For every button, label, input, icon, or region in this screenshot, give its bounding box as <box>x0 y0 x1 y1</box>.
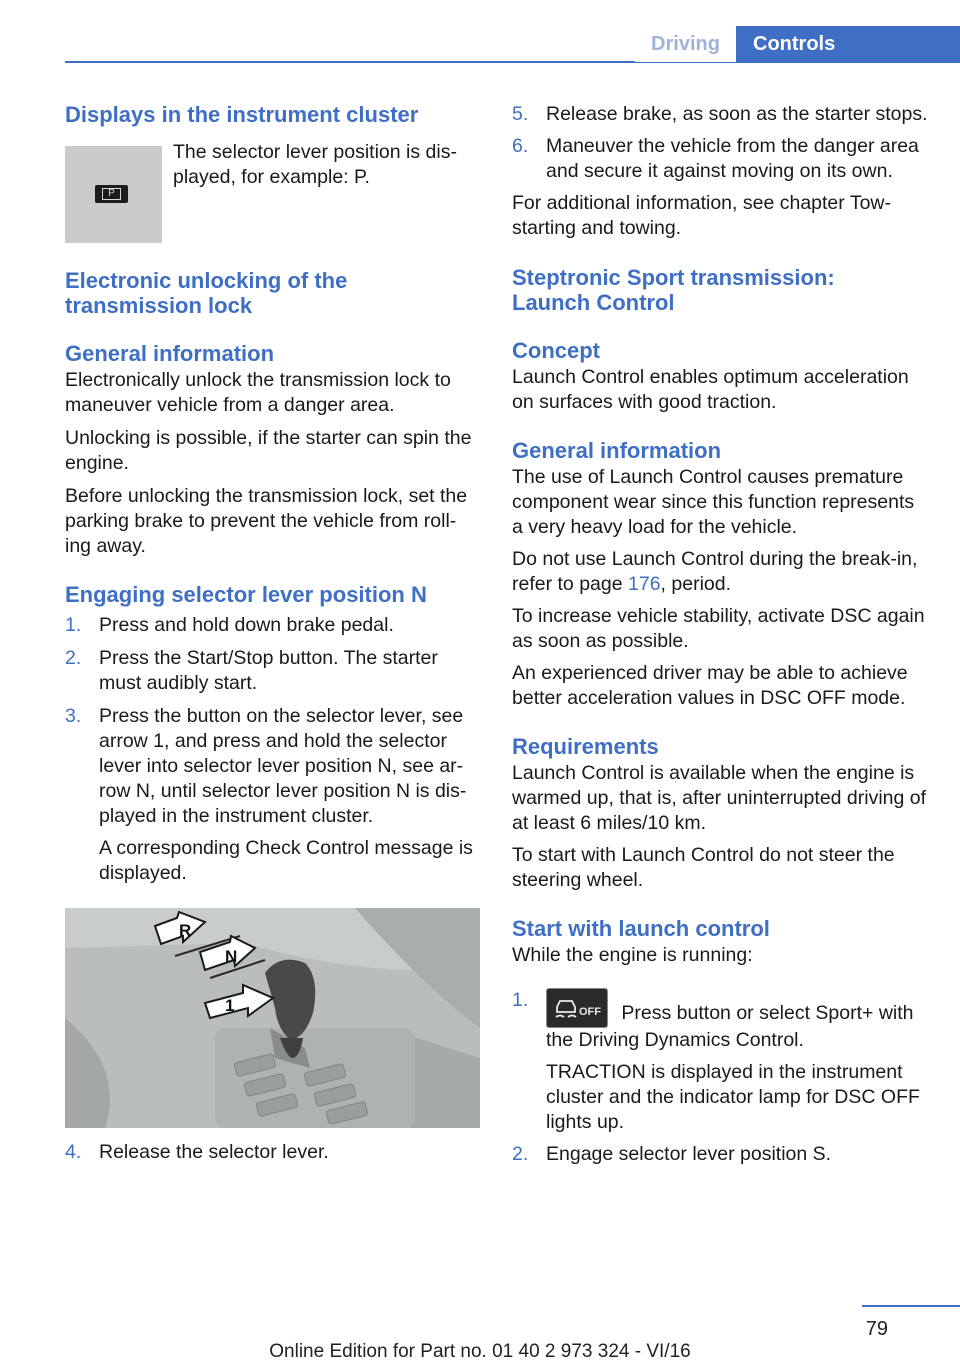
unlock-heading: Electronic unlocking of the transmission lock <box>65 268 348 318</box>
general-paragraph-3: Before unlocking the transmission lock, set the parking brake to prevent the vehicle from roll‐ ing away. <box>65 485 468 557</box>
additional-info: For additional information, see chapter Tow‐ starting and towing. <box>512 192 892 239</box>
general-right-p1: The use of Launch Control causes premature component wear since this function represents a very heavy load for the vehicle. <box>512 466 915 538</box>
start-heading: Start with launch control <box>512 916 770 941</box>
list-item: 6. Maneuver the vehicle from the danger area and secure it against moving on its own. <box>512 135 919 182</box>
displays-text: The selector lever position is dis‐ played, for example: P. <box>173 141 457 188</box>
right-column <box>512 102 930 1167</box>
list-item: 4. Release the selector lever. <box>65 1141 329 1163</box>
footer-rule <box>862 1305 960 1307</box>
requirements-p2: To start with Launch Control do not steer the steering wheel. <box>512 844 895 891</box>
edition-footer: Online Edition for Part no. 01 40 2 973 324 - VI/16 <box>269 1341 691 1362</box>
page-link[interactable]: 176 <box>628 573 661 595</box>
dsc-off-icon: OFF <box>546 988 608 1028</box>
general-paragraph-1: Electronically unlock the transmission lock to maneuver vehicle from a danger area. <box>65 369 451 416</box>
list-item: 2. Engage selector lever position S. <box>512 1143 832 1165</box>
engaging-steps-right <box>512 102 930 184</box>
step3-note: A corresponding Check Control message is displayed. <box>99 837 473 884</box>
concept-text: Launch Control enables optimum acceleration on surfaces with good traction. <box>512 366 909 413</box>
list-item: 2. Press the Start/Stop button. The starter must audibly start. <box>65 647 438 694</box>
displays-heading: Displays in the instrument cluster <box>65 102 419 127</box>
header-chapter: Controls <box>736 26 960 62</box>
arrow-1-label: 1 <box>225 996 235 1015</box>
list-item: 3. Press the button on the selector lever, see arrow 1, and press and hold the selector lever into selector lever position N, see ar‐ row N, until selector lever position N is dis‐ played in the instrument cluster. A corresponding Check Control message is displayed. <box>65 704 481 886</box>
requirements-heading: Requirements <box>512 734 659 759</box>
concept-heading: Concept <box>512 338 600 363</box>
launch-heading: Steptronic Sport transmission: Launch Control <box>512 265 835 315</box>
engaging-steps <box>65 613 481 886</box>
start-step1-note: TRACTION is displayed in the instrument cluster and the indicator lamp for DSC OFF lights up. <box>546 1061 920 1133</box>
start-steps <box>512 988 930 1167</box>
general-heading: General information <box>65 341 275 366</box>
general-right-p4: An experienced driver may be able to achieve better acceleration values in DSC OFF mode. <box>512 662 908 709</box>
list-item: 5. Release brake, as soon as the starter stops. <box>512 103 928 125</box>
selector-display-figure <box>65 146 162 243</box>
selector-lever-figure <box>65 908 480 1128</box>
general-right-p3: To increase vehicle stability, activate DSC again as soon as possible. <box>512 605 925 652</box>
arrow-n-label: N <box>225 947 238 966</box>
general-paragraph-2: Unlocking is possible, if the starter can spin the engine. <box>65 427 472 474</box>
park-indicator-icon: P <box>95 185 128 203</box>
displays-section <box>65 102 481 268</box>
left-column <box>65 102 481 1165</box>
list-item: 1. Press and hold down brake pedal. <box>65 614 394 636</box>
engaging-heading: Engaging selector lever position N <box>65 582 427 607</box>
general-heading-right: General information <box>512 438 722 463</box>
header-section: Driving <box>635 26 736 62</box>
general-right-p2: Do not use Launch Control during the break-in, refer to page 176, period. <box>512 548 918 595</box>
page-number: 79 <box>865 1318 888 1340</box>
arrow-r-label: R <box>179 921 192 940</box>
requirements-p1: Launch Control is available when the engine is warmed up, that is, after uninterrupted driving of at least 6 miles/10 km. <box>512 762 927 834</box>
start-intro: While the engine is running: <box>512 944 753 966</box>
list-item: 1. OFF Press button or select Sport+ with the Driving Dynamics Control. TRACTION is displayed in the instrument cluster and the indicator lamp for DSC OFF lights up. <box>512 988 930 1135</box>
engaging-steps-cont <box>65 1140 481 1165</box>
